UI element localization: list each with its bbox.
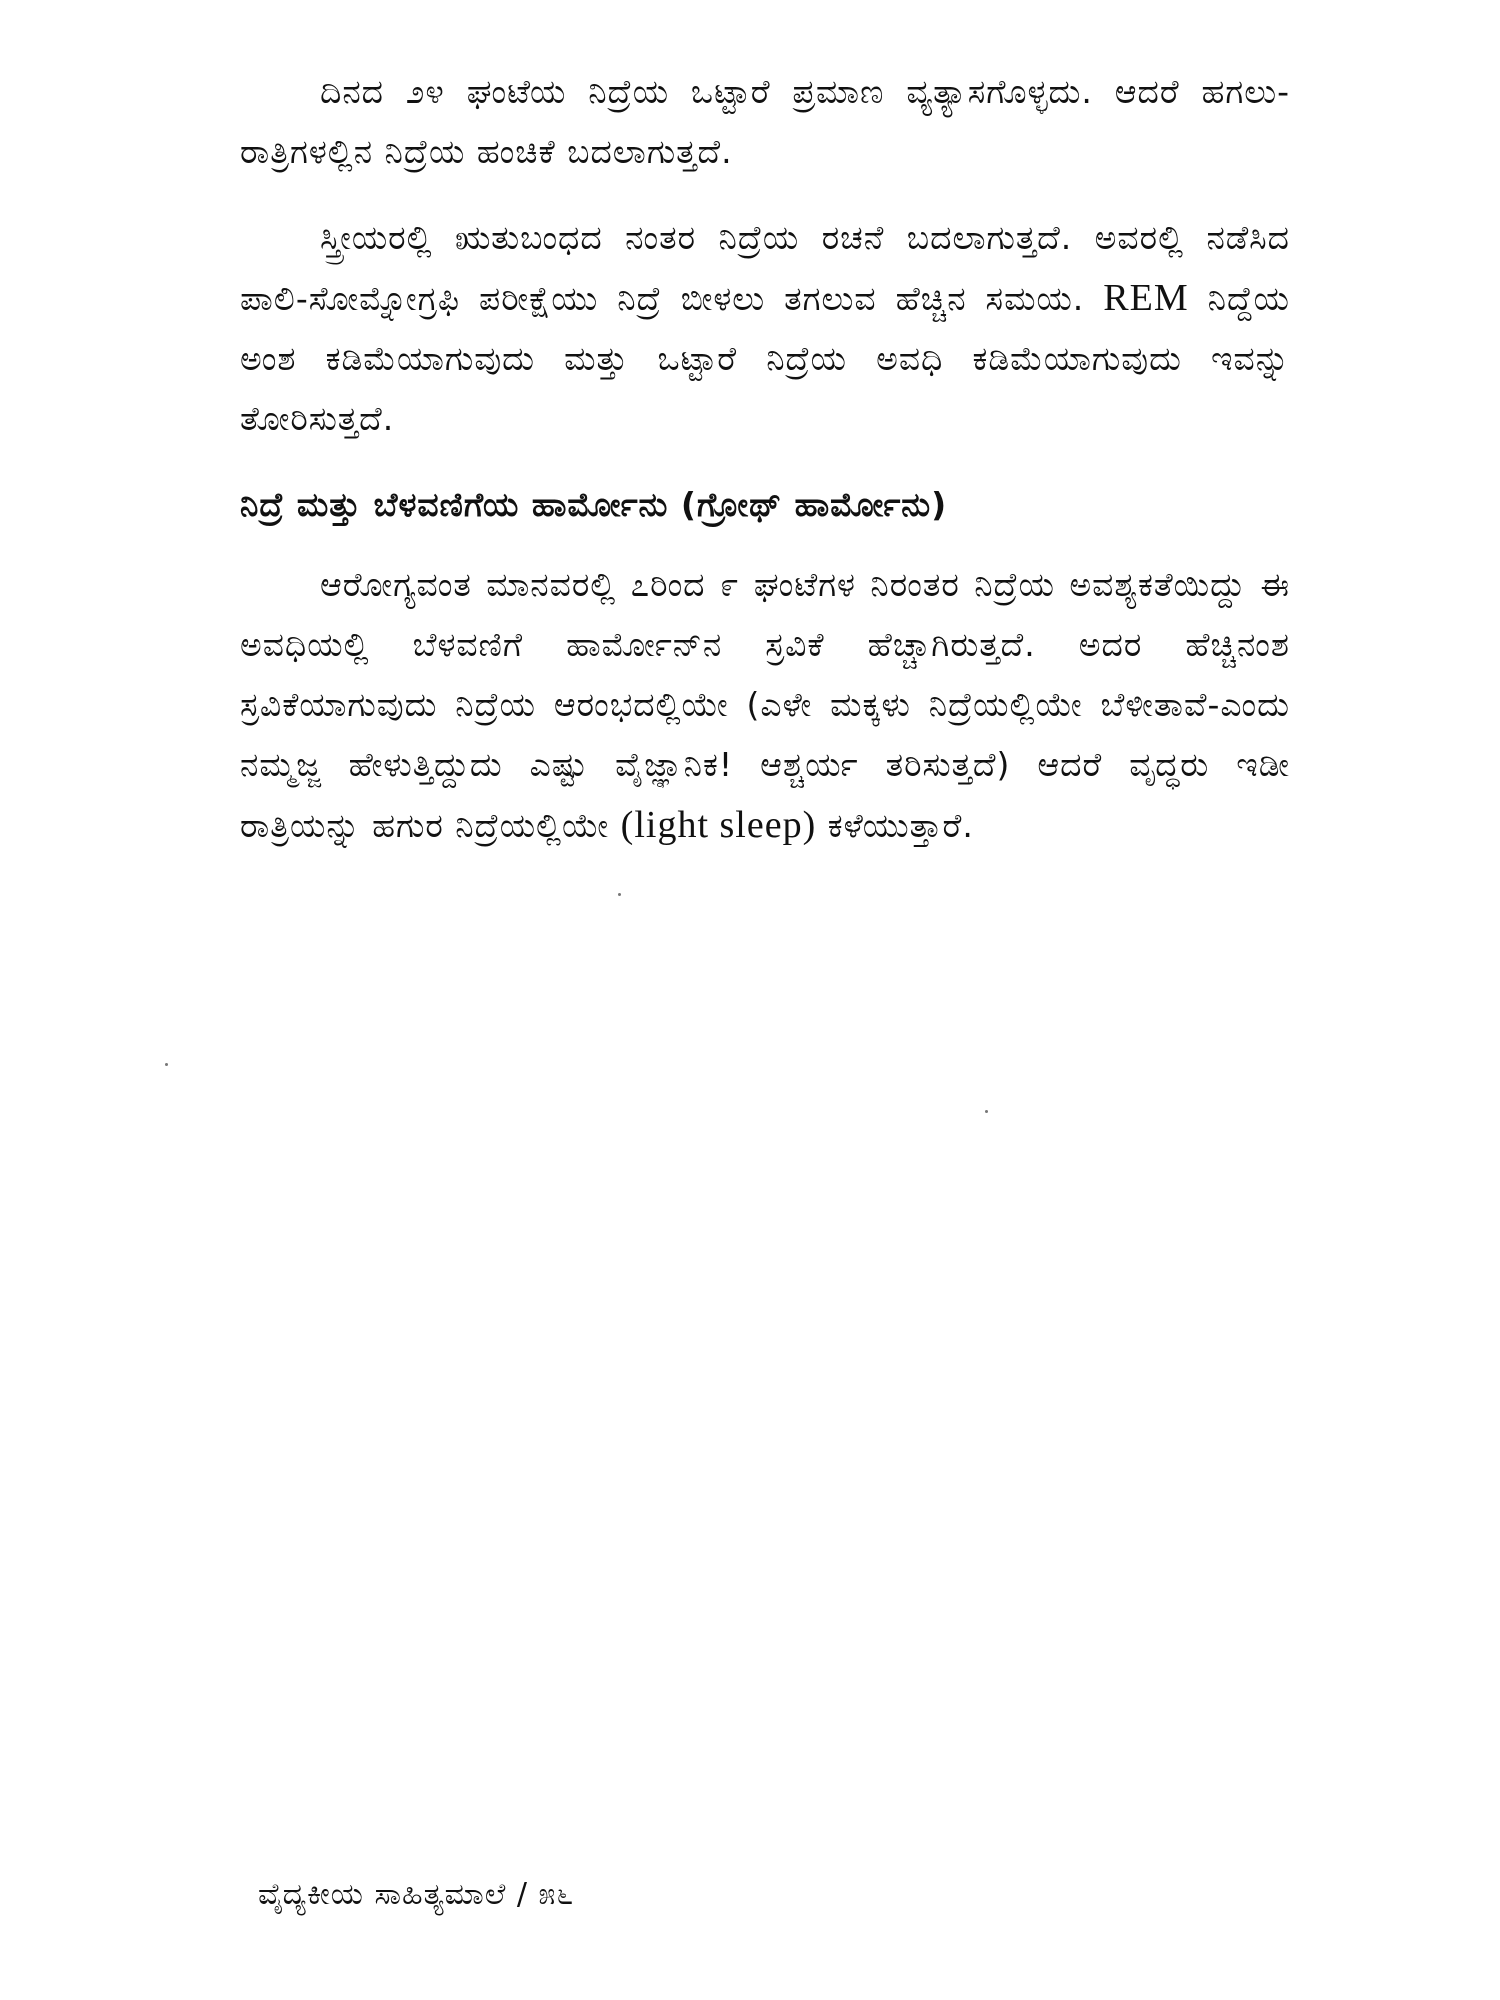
rem-term: REM (1103, 277, 1189, 319)
paragraph-text-after: ಕಳೆಯುತ್ತಾರೆ. (816, 806, 974, 845)
section-heading: ನಿದ್ರೆ ಮತ್ತು ಬೆಳವಣಿಗೆಯ ಹಾರ್ಮೋನು (ಗ್ರೋಥ್ ಹಾರ್ಮೋನು) (240, 485, 948, 524)
paragraph-text: ದಿನದ ೨೪ ಘಂಟೆಯ ನಿದ್ರೆಯ ಒಟ್ಟಾರೆ ಪ್ರಮಾಣ ವ್ಯತ್ಯಾಸಗೊಳ್ಳದು. ಆದರೆ ಹಗಲು-ರಾತ್ರಿಗಳಲ್ಲಿನ ನಿದ್ರೆಯ ಹಂಚಿಕೆ ಬದಲಾಗುತ್ತದೆ. (240, 72, 1290, 171)
paragraph-menopause-sleep (240, 208, 1290, 449)
scan-speck (165, 1063, 168, 1066)
scan-speck (985, 1110, 988, 1113)
paragraph-growth-hormone (240, 555, 1290, 856)
page-footer: ವೈದ್ಯಕೀಯ ಸಾಹಿತ್ಯಮಾಲೆ / ೫೬ (258, 1877, 575, 1912)
body-text (240, 62, 1290, 882)
paragraph-sleep-duration (240, 62, 1290, 182)
paragraph-text-before: ಸ್ತ್ರೀಯರಲ್ಲಿ ಋತುಬಂಧದ ನಂತರ ನಿದ್ರೆಯ ರಚನೆ ಬದಲಾಗುತ್ತದೆ. ಅವರಲ್ಲಿ ನಡೆಸಿದ ಪಾಲಿ-ಸೋಮ್ನೋಗ್ರಫಿ ಪರೀಕ್ಷೆಯು ನಿದ್ರೆ ಬೀಳಲು ತಗಲುವ ಹೆಚ್ಚಿನ ಸಮಯ. (240, 218, 1290, 318)
paragraph-text-after: ನಿದ್ದೆಯ ಅಂಶ ಕಡಿಮೆಯಾಗುವುದು ಮತ್ತು ಒಟ್ಟಾರೆ ನಿದ್ರೆಯ ಅವಧಿ ಕಡಿಮೆಯಾಗುವುದು ಇವನ್ನು ತೋರಿಸುತ್ತದೆ. (240, 279, 1290, 438)
light-sleep-term: (light sleep) (620, 804, 817, 846)
paragraph-text: ಆರೋಗ್ಯವಂತ ಮಾನವರಲ್ಲಿ ೭ರಿಂದ ೯ ಘಂಟೆಗಳ ನಿರಂತರ ನಿದ್ರೆಯ ಅವಶ್ಯಕತೆಯಿದ್ದು ಈ ಅವಧಿಯಲ್ಲಿ ಬೆಳವಣಿಗೆ ಹಾರ್ಮೋನ್‌ನ ಸ್ರವಿಕೆ ಹೆಚ್ಚಾಗಿರುತ್ತದೆ. ಅದರ ಹೆಚ್ಚಿನಂಶ ಸ್ರವಿಕೆಯಾಗುವುದು ನಿದ್ರೆಯ ಆರಂಭದಲ್ಲಿಯೇ (ಎಳೇ ಮಕ್ಕಳು ನಿದ್ರೆಯಲ್ಲಿಯೇ ಬೆಳೀತಾವೆ-ಎಂದು ನಮ್ಮಜ್ಜ ಹೇಳುತ್ತಿದ್ದುದು ಎಷ್ಟು ವೈಜ್ಞಾನಿಕ! ಆಶ್ಚರ್ಯ ತರಿಸುತ್ತದೆ) ಆದರೆ ವೃದ್ಧರು ಇಡೀ ರಾತ್ರಿಯನ್ನು ಹಗುರ ನಿದ್ರೆಯಲ್ಲಿಯೇ (240, 565, 1290, 845)
scan-speck (618, 893, 621, 896)
